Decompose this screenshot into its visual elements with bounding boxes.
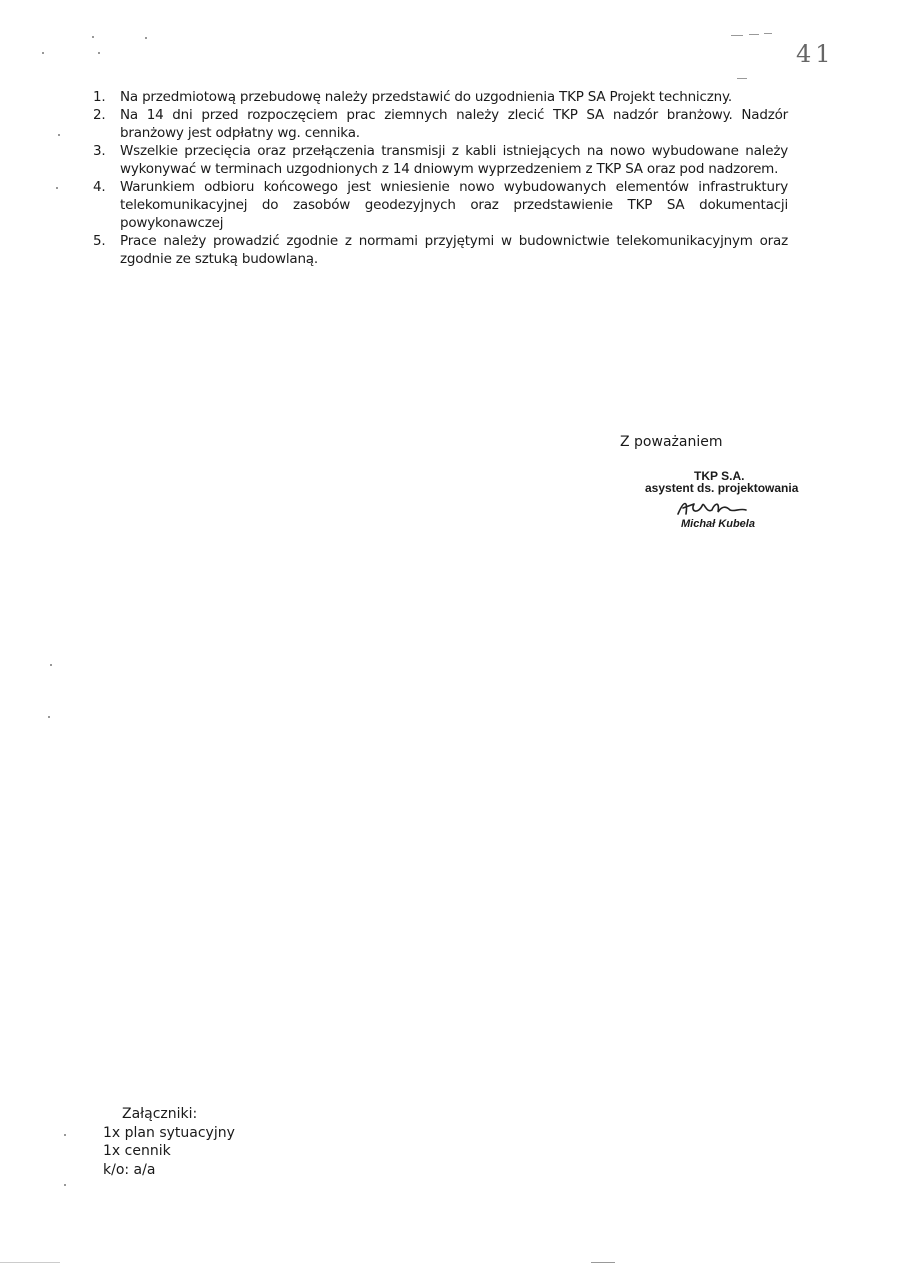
attachment-item: 1x plan sytuacyjny [103,1124,235,1141]
condition-number: 5. [93,233,106,249]
condition-text: Wszelkie przecięcia oraz przełączenia transmisji z kabli istniejących na nowo wybudowane należy wykonywać w terminach uzgodnionych z 14 dniowym wyprzedzeniem z TKP SA oraz pod nadzorem. [120,143,788,177]
condition-text: Prace należy prowadzić zgodnie z normami przyjętymi w budownictwie telekomunikacyjnym oraz zgodnie ze sztuką budowlaną. [120,233,788,267]
scan-speck [64,1134,66,1136]
condition-number: 2. [93,107,106,123]
condition-item [84,88,788,106]
conditions-list [84,88,788,268]
condition-item [84,178,788,232]
scan-mark [737,78,747,79]
scan-speck [98,52,100,54]
condition-number: 1. [93,89,106,105]
scan-mark [591,1262,615,1263]
closing-salutation: Z poważaniem [620,434,723,450]
stamp-role: asystent ds. projektowania [645,481,799,495]
condition-text: Na przedmiotową przebudowę należy przedstawić do uzgodnienia TKP SA Projekt techniczny. [120,89,732,105]
attachment-item: k/o: a/a [103,1161,156,1178]
attachment-item: 1x cennik [103,1143,171,1159]
scan-speck [42,52,44,54]
page-number: 41 [796,40,835,68]
scan-mark [0,1262,60,1263]
handwritten-signature [674,496,754,520]
scan-speck [58,134,60,136]
scan-mark [749,34,759,35]
stamp-company: TKP S.A. [694,469,745,483]
scan-mark [764,33,772,34]
condition-text: Warunkiem odbioru końcowego jest wniesienie nowo wybudowanych elementów infrastruktury telekomunikacyjnej do zasobów geodezyjnych oraz przedstawienie TKP SA dokumentacji powykonawczej [120,179,788,231]
scan-speck [145,37,147,39]
scan-mark [731,35,743,36]
scan-speck [92,36,94,38]
scan-speck [56,187,58,189]
condition-number: 4. [93,179,106,195]
attachments-section [103,1105,235,1179]
condition-item [84,106,788,142]
condition-text: Na 14 dni przed rozpoczęciem prac ziemnych należy zlecić TKP SA nadzór branżowy. Nadzór branżowy jest odpłatny wg. cennika. [120,107,788,141]
condition-number: 3. [93,143,106,159]
attachments-heading: Załączniki: [122,1106,198,1122]
scan-speck [50,664,52,666]
condition-item [84,232,788,268]
stamp-signer-name: Michał Kubela [681,518,755,530]
condition-item [84,142,788,178]
scan-speck [48,716,50,718]
scan-speck [64,1184,66,1186]
